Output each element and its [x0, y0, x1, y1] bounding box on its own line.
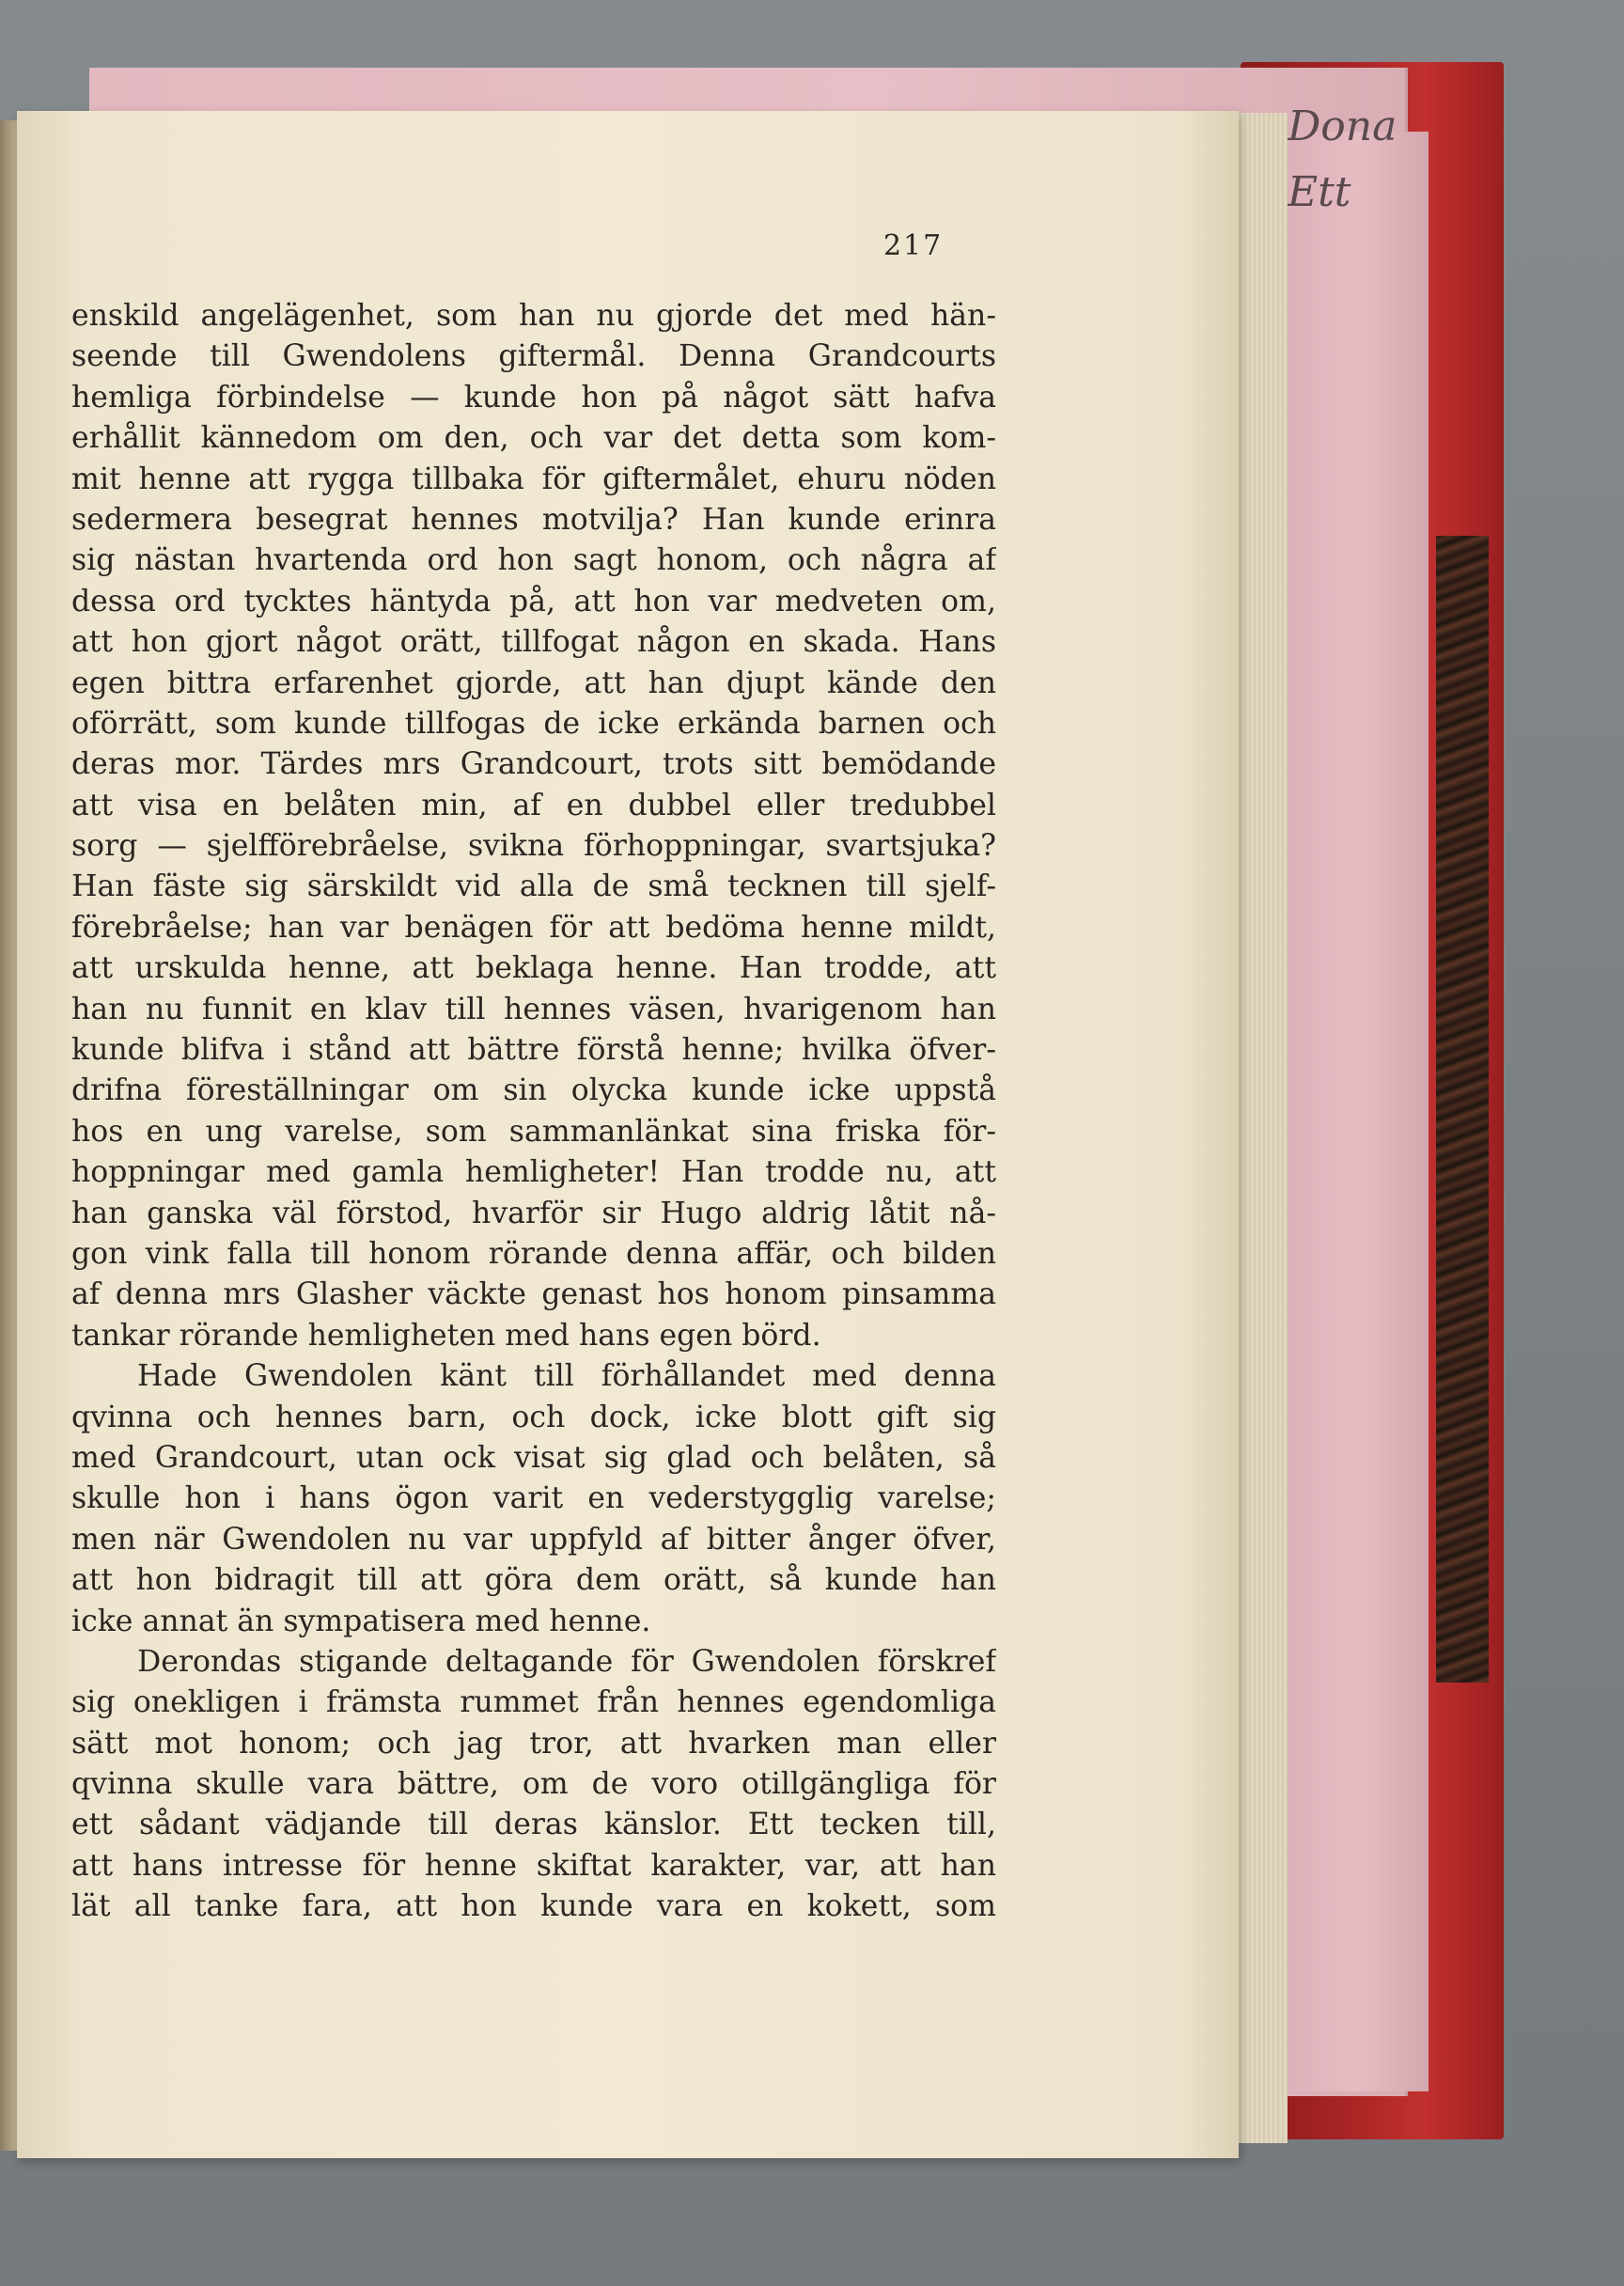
text-line: deras mor. Tärdes mrs Grandcourt, trots sitt bemödande: [71, 747, 996, 782]
text-line: han nu funnit en klav till hennes väsen, hvarigenom han: [71, 992, 996, 1026]
text-line: sorg — sjelfförebråelse, svikna förhoppningar, svartsjuka?: [71, 829, 996, 864]
text-line: sedermera besegrat hennes motvilja? Han kunde erinra: [71, 502, 996, 537]
text-line: hos en ung varelse, som sammanlänkat sina friska för-: [71, 1114, 996, 1149]
text-line: Hade Gwendolen känt till förhållandet med denna: [137, 1359, 996, 1394]
text-line: gon vink falla till honom rörande denna affär, och bilden: [71, 1236, 996, 1271]
text-line: skulle hon i hans ögon varit en vederstygglig varelse;: [71, 1481, 996, 1516]
text-line: hoppningar med gamla hemligheter! Han trodde nu, att: [71, 1155, 996, 1190]
text-line: tankar rörande hemligheten med hans egen börd.: [71, 1318, 821, 1353]
page-body-text: [71, 296, 996, 1928]
text-line: att visa en belåten min, af en dubbel eller tredubbel: [71, 788, 996, 822]
text-line: enskild angelägenhet, som han nu gjorde det med hän-: [71, 299, 996, 333]
text-line: att hans intresse för henne skiftat karakter, var, att han: [71, 1848, 996, 1883]
text-line: drifna föreställningar om sin olycka kunde icke uppstå: [71, 1073, 996, 1108]
handwriting-line-2: Ett: [1288, 168, 1351, 216]
handwriting-line-1: Dona: [1288, 102, 1398, 150]
text-line: förebråelse; han var benägen för att bedöma henne mildt,: [71, 910, 996, 945]
text-line: hemliga förbindelse — kunde hon på något sätt hafva: [71, 380, 996, 415]
text-line: att hon bidragit till att göra dem orätt, så kunde han: [71, 1563, 996, 1598]
page-number: 217: [883, 229, 944, 262]
text-line: erhållit kännedom om den, och var det detta som kom-: [71, 421, 996, 456]
text-line: att urskulda henne, att beklaga henne. Han trodde, att: [71, 951, 996, 986]
text-line: egen bittra erfarenhet gjorde, att han djupt kände den: [71, 665, 996, 700]
text-line: ett sådant vädjande till deras känslor. Ett tecken till,: [71, 1808, 996, 1842]
text-line: seende till Gwendolens giftermål. Denna Grandcourts: [71, 339, 996, 374]
text-line: af denna mrs Glasher väckte genast hos honom pinsamma: [71, 1277, 996, 1312]
text-line: lät all tanke fara, att hon kunde vara en kokett, som: [71, 1889, 996, 1924]
pink-insert-edge: [1288, 132, 1429, 2091]
text-line: sig onekligen i främsta rummet från hennes egendomliga: [71, 1685, 996, 1720]
text-line: med Grandcourt, utan ock visat sig glad och belåten, så: [71, 1440, 996, 1475]
text-line: sätt mot honom; och jag tror, att hvarken man eller: [71, 1726, 996, 1761]
text-line: att hon gjort något orätt, tillfogat någon en skada. Hans: [71, 625, 996, 660]
text-line: Han fäste sig särskildt vid alla de små tecknen till sjelf-: [71, 869, 996, 904]
text-line: dessa ord tycktes häntyda på, att hon var medveten om,: [71, 584, 996, 618]
margin-handwriting: [1288, 94, 1429, 244]
text-line: icke annat än sympatisera med henne.: [71, 1604, 651, 1638]
text-line: sig nästan hvartenda ord hon sagt honom, och några af: [71, 543, 996, 578]
text-line: oförrätt, som kunde tillfogas de icke erkända barnen och: [71, 706, 996, 741]
text-line: kunde blifva i stånd att bättre förstå henne; hvilka öfver-: [71, 1033, 996, 1068]
text-line: Derondas stigande deltagande för Gwendolen förskref: [137, 1644, 996, 1679]
text-line: qvinna och hennes barn, och dock, icke blott gift sig: [71, 1400, 996, 1434]
text-line: men när Gwendolen nu var uppfyld af bitter ånger öfver,: [71, 1522, 996, 1557]
text-line: mit henne att rygga tillbaka för giftermålet, ehuru nöden: [71, 462, 996, 496]
text-line: han ganska väl förstod, hvarför sir Hugo aldrig låtit nå-: [71, 1196, 996, 1230]
marbled-endpaper: [1436, 536, 1489, 1683]
text-line: qvinna skulle vara bättre, om de voro otillgängliga för: [71, 1767, 996, 1802]
